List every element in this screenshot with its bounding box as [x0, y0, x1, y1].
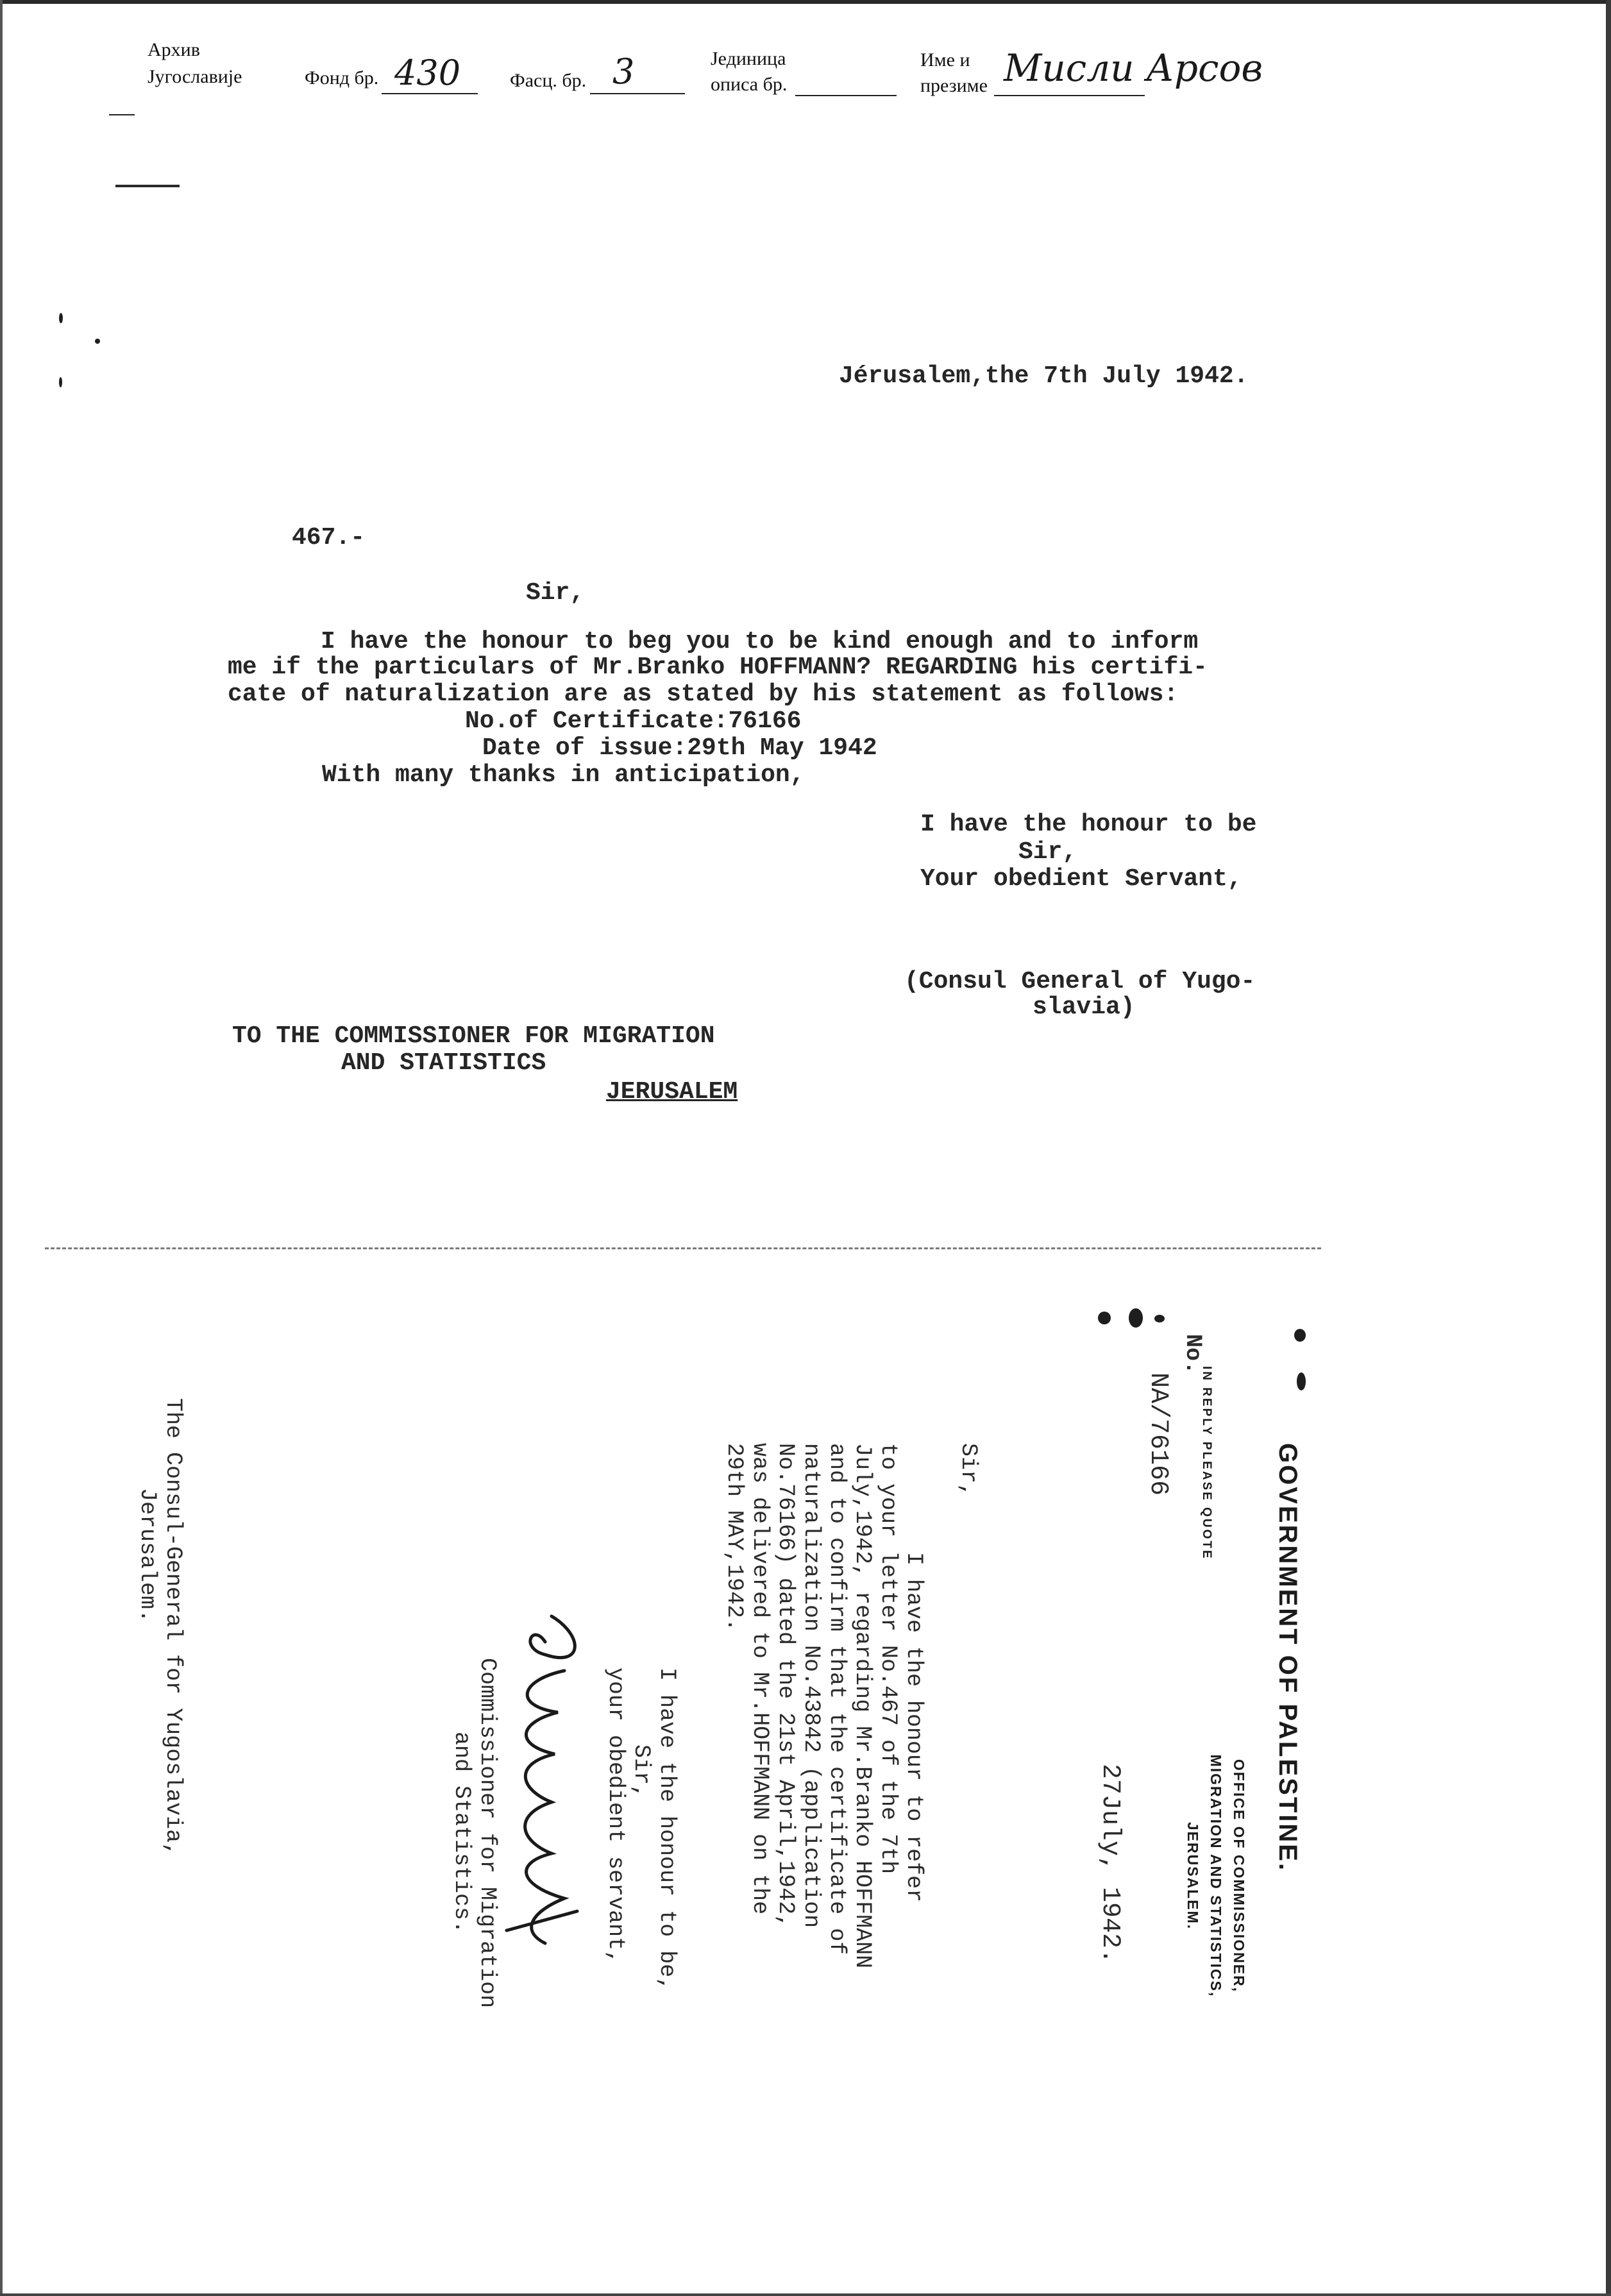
- scan-speck: [95, 339, 100, 344]
- letter-closing-line: I have the honour to be: [920, 811, 1257, 838]
- scan-border-right: [1606, 0, 1611, 2296]
- letter-body-line: me if the particulars of Mr.Branko HOFFMANN? REGARDING his certifi-: [228, 654, 1208, 681]
- reply-body-line: naturalization No.43842 (application: [798, 1443, 824, 1929]
- scan-border-left: [0, 0, 3, 2296]
- reply-office-line: JERUSALEM.: [1185, 1821, 1201, 1930]
- reply-addressee-line: Jerusalem.: [135, 1488, 160, 1623]
- reply-closing-line: Sir,: [628, 1744, 654, 1799]
- fasc-underline: [590, 93, 685, 94]
- reply-letterhead: GOVERNMENT OF PALESTINE.: [1274, 1443, 1302, 1873]
- letter-signatory-line: (Consul General of Yugo-: [904, 968, 1256, 995]
- archive-name-line1: Архив: [148, 39, 200, 60]
- reply-body-line: 29th MAY,1942.: [721, 1443, 747, 1632]
- reply-addressee-line: The Consul-General for Yugoslavia,: [160, 1398, 186, 1857]
- letter-salutation: Sir,: [526, 579, 585, 607]
- letter-body-line: With many thanks in anticipation,: [322, 761, 805, 789]
- name-value: Мисли Арсов: [1004, 46, 1263, 90]
- fond-value: 430: [394, 53, 461, 93]
- letter-reference-number: 467.-: [292, 524, 366, 552]
- scan-border-top: [0, 0, 1611, 4]
- reply-body-line: I have the honour to refer: [901, 1552, 927, 1903]
- letter-certificate-number: No.of Certificate:76166: [465, 707, 802, 735]
- fond-label: Фонд бр.: [305, 67, 379, 89]
- ink-blot: [1297, 1372, 1306, 1390]
- fond-underline: [382, 93, 478, 94]
- letter-body-line: I have the honour to beg you to be kind enough and to inform: [321, 628, 1199, 655]
- unit-underline: [795, 95, 897, 96]
- reply-body-line: and to confirm that the certificate of: [824, 1443, 850, 1955]
- scan-speck: [59, 377, 62, 387]
- reply-body-line: to your letter No.467 of the 7th: [875, 1443, 901, 1875]
- letter-issue-date: Date of issue:29th May 1942: [482, 734, 877, 762]
- reply-quote-label: IN REPLY PLEASE QUOTE: [1200, 1366, 1213, 1560]
- name-label-line1: Име и: [920, 49, 970, 71]
- letter-signatory-line: slavia): [1033, 993, 1135, 1021]
- ink-blot: [1294, 1329, 1306, 1342]
- reply-number-value: NA/76166: [1143, 1372, 1172, 1496]
- unit-label-line2: описа бр.: [711, 74, 788, 95]
- scan-mark: [115, 185, 180, 187]
- reply-salutation: Sir,: [956, 1443, 981, 1498]
- reply-office-line: MIGRATION AND STATISTICS,: [1208, 1754, 1224, 1998]
- reply-closing-line: I have the honour to be,: [654, 1667, 680, 1991]
- letter-body-line: cate of naturalization are as stated by his statement as follows:: [228, 680, 1179, 708]
- reply-signatory-title: and Statistics.: [449, 1732, 475, 1934]
- letter-addressee-city: JERUSALEM: [606, 1078, 738, 1106]
- scan-speck: [59, 313, 63, 323]
- letter-closing-line: Your obedient Servant,: [920, 865, 1242, 893]
- stamp-margin-tick: [109, 114, 135, 115]
- unit-label-line1: Јединица: [711, 48, 786, 69]
- reply-signatory-title: Commissioner for Migration: [475, 1658, 500, 2009]
- letter-addressee-line: TO THE COMMISSIONER FOR MIGRATION: [232, 1022, 715, 1050]
- name-label-line2: презиме: [920, 75, 988, 96]
- letter-closing-line: Sir,: [1018, 838, 1077, 866]
- reply-number-prefix: No.: [1180, 1334, 1206, 1375]
- letter-place-date: Jérusalem,the 7th July 1942.: [839, 362, 1249, 390]
- fasc-label: Фасц. бр.: [510, 70, 587, 91]
- reply-body-line: No.76166) dated the 21st April,1942,: [773, 1443, 798, 1929]
- ink-blot: [1098, 1312, 1111, 1324]
- reply-date: 27July, 1942.: [1095, 1764, 1124, 1964]
- ink-blot: [1154, 1315, 1165, 1322]
- archive-name-line2: Југославије: [148, 66, 242, 87]
- letter-addressee-line: AND STATISTICS: [341, 1049, 546, 1077]
- reply-body-line: July,1942, regarding Mr.Branko HOFFMANN: [850, 1443, 875, 1969]
- scan-border-bottom: [0, 2293, 1611, 2296]
- fasc-value: 3: [612, 51, 635, 92]
- reply-slip-edge: [45, 1247, 1321, 1249]
- reply-letter: [83, 1334, 1302, 2213]
- reply-closing-line: your obedient servant,: [603, 1667, 628, 1964]
- name-underline: [994, 95, 1145, 96]
- reply-body-line: was delivered to Mr.HOFFMANN on the: [747, 1443, 773, 1915]
- ink-blot: [1129, 1308, 1143, 1328]
- reply-office-line: OFFICE OF COMMISSIONER,: [1231, 1759, 1247, 1993]
